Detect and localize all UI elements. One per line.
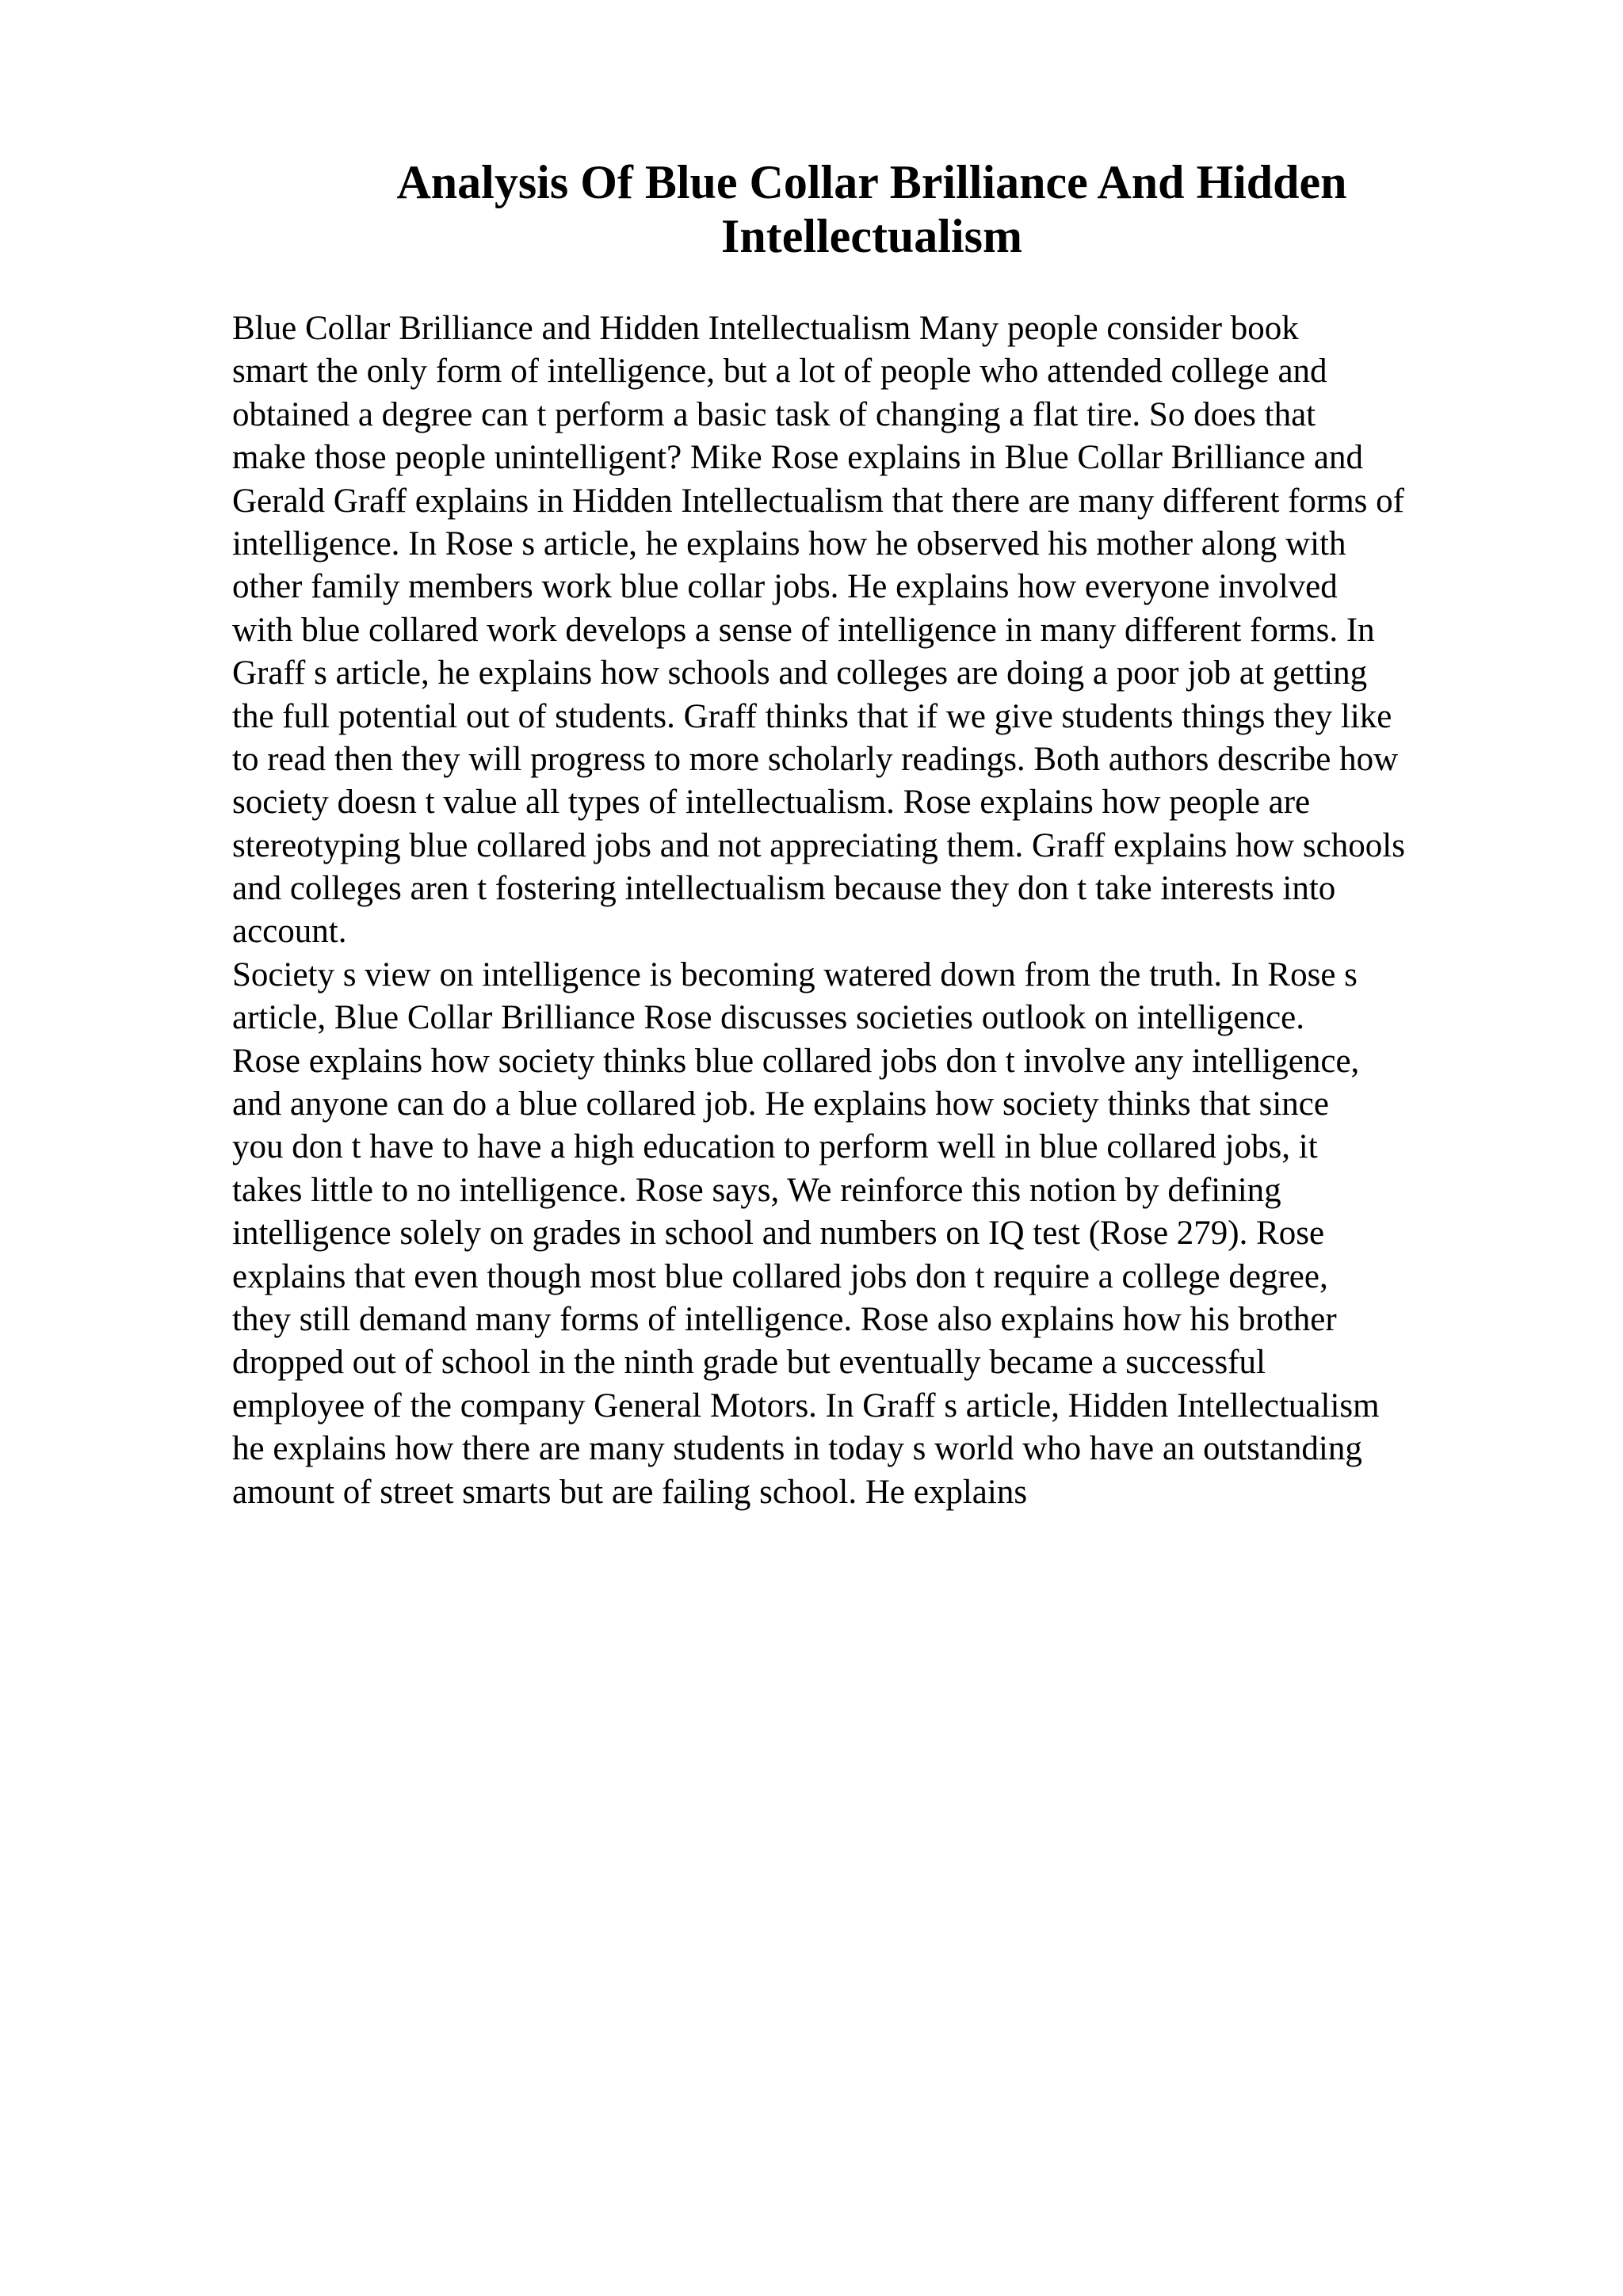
body-line: make those people unintelligent? Mike Rose explains in Blue Collar Brilliance and — [232, 439, 1364, 477]
body-line: intelligence. In Rose s article, he explains how he observed his mother along with — [232, 524, 1346, 563]
body-line: dropped out of school in the ninth grade but eventually became a successful — [232, 1344, 1266, 1382]
body-line: to read then they will progress to more scholarly readings. Both authors describe how — [232, 740, 1399, 778]
body-line: article, Blue Collar Brilliance Rose discusses societies outlook on intelligence. — [232, 999, 1304, 1037]
document-body — [232, 307, 1611, 1514]
body-line: Graff s article, he explains how schools and colleges are doing a poor job at getting — [232, 654, 1368, 692]
body-line: explains that even though most blue collared jobs don t require a college degree, — [232, 1257, 1328, 1295]
body-line: and anyone can do a blue collared job. He explains how society thinks that since — [232, 1085, 1329, 1123]
body-line: they still demand many forms of intelligence. Rose also explains how his brother — [232, 1300, 1337, 1338]
body-line: other family members work blue collar jobs. He explains how everyone involved — [232, 568, 1338, 606]
body-line: stereotyping blue collared jobs and not appreciating them. Graff explains how schools — [232, 826, 1405, 864]
body-line: obtained a degree can t perform a basic task of changing a flat tire. So does that — [232, 395, 1316, 433]
body-line: takes little to no intelligence. Rose says, We reinforce this notion by defining — [232, 1171, 1281, 1209]
body-line: he explains how there are many students in today s world who have an outstanding — [232, 1430, 1362, 1468]
body-line: you don t have to have a high education to perform well in blue collared jobs, it — [232, 1128, 1318, 1166]
body-line: employee of the company General Motors. In Graff s article, Hidden Intellectualism — [232, 1386, 1380, 1425]
body-line: the full potential out of students. Graff thinks that if we give students things they like — [232, 697, 1392, 735]
body-line: Society s view on intelligence is becoming watered down from the truth. In Rose s — [232, 955, 1358, 994]
body-line: Blue Collar Brilliance and Hidden Intellectualism Many people consider book — [232, 310, 1299, 347]
body-line: intelligence solely on grades in school and numbers on IQ test (Rose 279). Rose — [232, 1215, 1325, 1253]
body-line: society doesn t value all types of intellectualism. Rose explains how people are — [232, 784, 1311, 822]
body-line: account. — [232, 913, 347, 951]
body-line: smart the only form of intelligence, but a lot of people who attended college and — [232, 353, 1327, 391]
title-line-2: Intellectualism — [721, 210, 1022, 262]
body-line: with blue collared work develops a sense of intelligence in many different forms. In — [232, 611, 1375, 649]
title-line-1: Analysis Of Blue Collar Brilliance And Hidden — [396, 156, 1347, 208]
body-line: Rose explains how society thinks blue collared jobs don t involve any intelligence, — [232, 1042, 1360, 1080]
body-line: Gerald Graff explains in Hidden Intellectualism that there are many different forms of — [232, 482, 1404, 520]
body-line: amount of street smarts but are failing school. He explains — [232, 1473, 1028, 1511]
document-title — [317, 155, 1426, 263]
body-line: and colleges aren t fostering intellectualism because they don t take interests into — [232, 870, 1336, 908]
